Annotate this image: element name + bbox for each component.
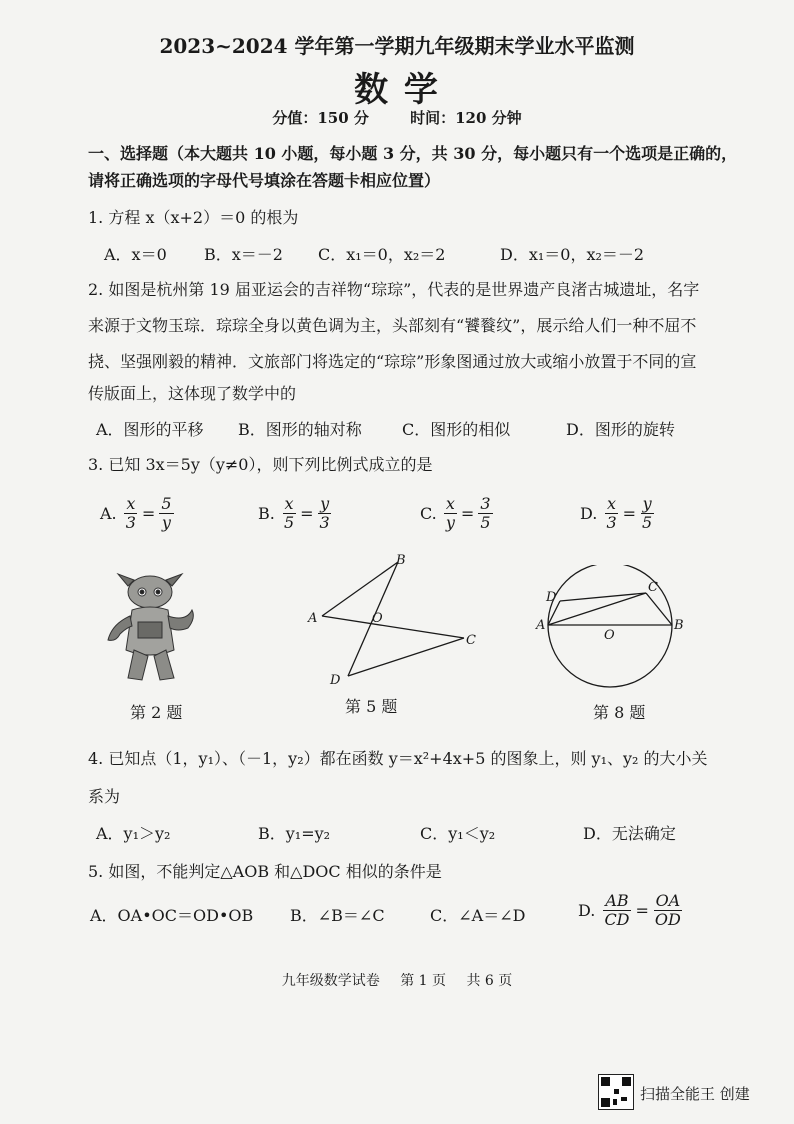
fraction-denominator: 5 bbox=[642, 513, 653, 532]
fraction-denominator: OD bbox=[654, 910, 681, 929]
subject-title: 数 学 bbox=[354, 70, 440, 110]
point-b-label: B bbox=[396, 553, 406, 568]
q2-option-b: B．图形的轴对称 bbox=[238, 420, 362, 439]
q5-option-d-letter: D. bbox=[578, 901, 596, 920]
q5-option-c: C．∠A＝∠D bbox=[430, 906, 526, 925]
fraction-numerator: AB bbox=[605, 891, 629, 910]
q4-option-a: A．y₁＞y₂ bbox=[96, 824, 171, 843]
fraction-denominator: y bbox=[445, 513, 455, 532]
equals-sign: = bbox=[622, 504, 637, 523]
fraction-denominator: CD bbox=[604, 910, 630, 929]
q3-c-right-fraction bbox=[478, 495, 492, 532]
segment-dc bbox=[348, 638, 464, 676]
point-d-label: D bbox=[330, 673, 341, 688]
q3-a-left-fraction bbox=[124, 495, 138, 532]
q5-option-d bbox=[578, 892, 685, 929]
fraction-denominator: 5 bbox=[480, 513, 491, 532]
q5-d-right-fraction bbox=[653, 892, 683, 929]
fraction-denominator: 5 bbox=[283, 513, 295, 532]
section-heading-line2: 请将正确选项的字母代号填涂在答题卡相应位置） bbox=[88, 171, 441, 190]
q1-option-c: C．x₁＝0，x₂＝2 bbox=[318, 245, 446, 264]
fraction-numerator: x bbox=[445, 494, 455, 513]
fraction-denominator: y bbox=[161, 513, 171, 532]
footer-total-pages: 共 6 页 bbox=[466, 973, 513, 989]
q2-option-d: D．图形的旋转 bbox=[566, 420, 675, 439]
section-heading-line1: 一、选择题（本大题共 10 小题，每小题 3 分，共 30 分，每小题只有一个选项是正确的， bbox=[88, 144, 738, 163]
q3-a-right-fraction bbox=[159, 495, 173, 532]
q2-line-4: 传版面上，这体现了数学中的 bbox=[88, 384, 297, 403]
fraction-denominator: 3 bbox=[125, 513, 136, 532]
q4-option-d: D．无法确定 bbox=[583, 824, 676, 843]
q5-d-left-fraction bbox=[602, 892, 631, 929]
q3-option-c-letter: C. bbox=[420, 504, 437, 523]
q3-d-right-fraction bbox=[640, 495, 654, 532]
equals-sign: = bbox=[141, 504, 156, 523]
q3-d-left-fraction bbox=[604, 495, 618, 532]
q3-option-a bbox=[100, 495, 176, 532]
fraction-denominator: 3 bbox=[319, 513, 330, 532]
footer-paper-name: 九年级数学试卷 bbox=[281, 973, 380, 989]
equals-sign: = bbox=[635, 901, 649, 920]
time-label: 时间：120 分钟 bbox=[410, 109, 522, 127]
q3-option-d bbox=[580, 495, 656, 532]
q5-stem: 5. 如图，不能判定△AOB 和△DOC 相似的条件是 bbox=[88, 862, 442, 881]
segment-ac bbox=[322, 616, 464, 638]
q3-c-left-fraction bbox=[444, 495, 457, 532]
exam-meta bbox=[0, 107, 794, 128]
equals-sign: = bbox=[300, 504, 314, 523]
point-c-label: C bbox=[648, 580, 658, 595]
q3-option-b bbox=[258, 495, 334, 532]
q4-line-2: 系为 bbox=[88, 787, 121, 806]
scanner-brand-label: 扫描全能王 创建 bbox=[640, 1085, 750, 1103]
point-o-label: O bbox=[372, 611, 383, 626]
q1-option-d: D．x₁＝0，x₂＝－2 bbox=[500, 245, 645, 264]
q1-option-a: A．x＝0 bbox=[104, 245, 167, 264]
figure-5-diagram bbox=[300, 550, 490, 690]
equals-sign: = bbox=[460, 504, 475, 523]
page-footer bbox=[0, 970, 794, 990]
fraction-denominator: 3 bbox=[606, 513, 617, 532]
q3-option-d-letter: D. bbox=[580, 504, 598, 523]
fraction-numerator: OA bbox=[655, 891, 681, 910]
q2-line-2: 来源于文物玉琮．琮琮全身以黄色调为主，头部刻有“饕餮纹”，展示给人们一种不屈不 bbox=[88, 316, 697, 335]
fraction-numerator: x bbox=[126, 494, 136, 513]
q3-option-b-letter: B. bbox=[258, 504, 275, 523]
figure-2-caption: 第 2 题 bbox=[130, 703, 183, 722]
q3-stem: 3. 已知 3x＝5y（y≠0），则下列比例式成立的是 bbox=[88, 455, 433, 474]
q3-b-right-fraction bbox=[318, 495, 332, 532]
q4-line-1: 4. 已知点（1，y₁）、（－1，y₂）都在函数 y＝x²+4x+5 的图象上，则 y₁、y₂ 的大小关 bbox=[88, 749, 708, 768]
q1-stem: 1. 方程 x（x+2）＝0 的根为 bbox=[88, 208, 299, 227]
q3-b-left-fraction bbox=[282, 495, 296, 532]
q3-option-a-letter: A. bbox=[100, 504, 117, 523]
point-a-label: A bbox=[308, 611, 318, 626]
q4-option-b: B．y₁=y₂ bbox=[258, 824, 331, 843]
point-c-label: C bbox=[466, 633, 476, 648]
point-a-label: A bbox=[536, 618, 546, 633]
q1-option-b: B．x＝－2 bbox=[204, 245, 283, 264]
footer-page-number: 第 1 页 bbox=[400, 973, 446, 989]
q5-option-b: B．∠B＝∠C bbox=[290, 906, 385, 925]
figure-8-diagram bbox=[530, 565, 690, 695]
score-label: 分值：150 分 bbox=[272, 109, 369, 127]
chord-cb bbox=[646, 593, 672, 625]
fraction-numerator: x bbox=[607, 494, 617, 513]
fraction-numerator: 5 bbox=[161, 494, 172, 513]
fraction-numerator: y bbox=[642, 494, 652, 513]
point-b-label: B bbox=[674, 618, 684, 633]
q2-option-c: C．图形的相似 bbox=[402, 420, 511, 439]
figure-8-caption: 第 8 题 bbox=[593, 703, 646, 722]
q3-option-c bbox=[420, 495, 495, 532]
fraction-numerator: 3 bbox=[480, 494, 491, 513]
q2-option-a: A．图形的平移 bbox=[96, 420, 204, 439]
fraction-numerator: y bbox=[320, 494, 330, 513]
mascot-figure bbox=[100, 570, 200, 690]
qr-code-icon bbox=[598, 1074, 634, 1110]
figure-5-caption: 第 5 题 bbox=[345, 697, 398, 716]
q2-line-3: 挠、坚强刚毅的精神．文旅部门将选定的“琮琮”形象图通过放大或缩小放置于不同的宣 bbox=[88, 352, 697, 371]
exam-title: 2023~2024 学年第一学期九年级期末学业水平监测 bbox=[159, 34, 635, 58]
point-d-label: D bbox=[546, 590, 557, 605]
q5-option-a: A．OA•OC＝OD•OB bbox=[90, 906, 254, 925]
fraction-numerator: x bbox=[284, 494, 294, 513]
q2-line-1: 2. 如图是杭州第 19 届亚运会的吉祥物“琮琮”，代表的是世界遗产良渚古城遗址，名字 bbox=[88, 280, 700, 299]
q4-option-c: C．y₁＜y₂ bbox=[420, 824, 496, 843]
point-o-label: O bbox=[604, 628, 615, 643]
